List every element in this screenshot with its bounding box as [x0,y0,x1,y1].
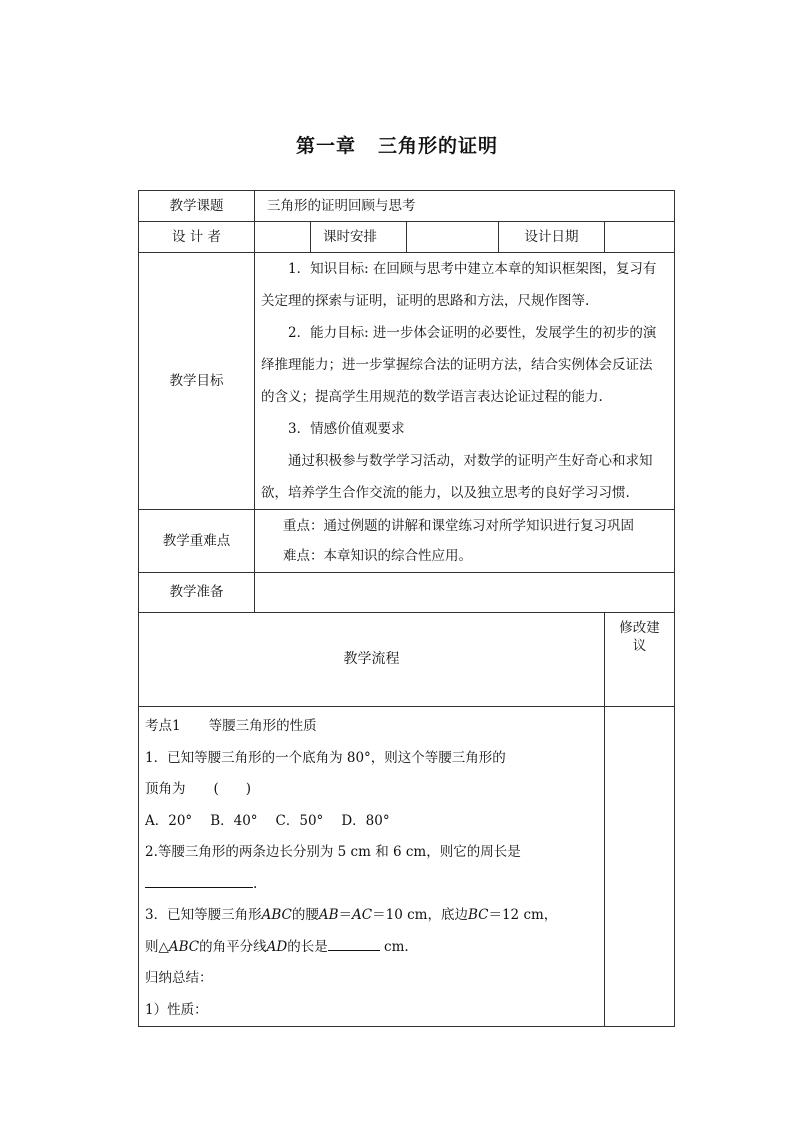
designer-value [255,222,311,253]
flow-header-row [139,613,675,707]
keypoints-label: 教学重难点 [139,510,255,573]
date-value [605,222,675,253]
design-row [139,222,675,253]
q3-side-bc: BC [467,907,489,923]
goal-ability: 2．能力目标: 进一步体会证明的必要性，发展学生的初步的演绎推理能力；进一步掌握综合法的证明方法，结合实例体会反证法的含义；提高学生用规范的数学语言表达论证过程的能力. [261,325,657,405]
goals-label: 教学目标 [139,253,255,510]
option-b: B．40° [210,812,258,829]
kaodian-heading [145,711,596,743]
page-title [0,131,794,158]
q3-side-ac: AC [352,907,373,923]
summary-heading: 归纳总结： [145,970,213,986]
process-content [139,707,605,1027]
date-label: 设计日期 [499,222,605,253]
q3-line2-b: 的角平分线 [199,938,267,955]
revise-header-line1: 修改建 [619,620,660,636]
question-2: 2.等腰三角形的两条边长分别为 5 cm 和 6 cm，则它的周长是 [145,844,521,860]
summary-item-1: 1）性质： [145,1001,208,1018]
difficult-point: 难点：本章知识的综合性应用。 [283,548,472,564]
q3-line2-c: 的长是 [287,938,328,955]
q3-equals: ＝ [338,907,353,923]
keypoints-content [255,510,675,573]
question-1-options [145,806,596,838]
goals-content [255,253,675,510]
question-1-line-2 [145,774,596,806]
topic-label: 教学课题 [139,191,255,222]
kaodian-number: 考点1 [145,718,181,734]
goal-knowledge: 1．知识目标: 在回顾与思考中建立本章的知识框架图，复习有关定理的探索与证明，证明的思路和方法，尺规作图等. [261,261,657,309]
kaodian-title: 等腰三角形的性质 [208,718,317,734]
q3-text-b: 的腰 [291,907,319,923]
keypoints-row [139,510,675,573]
hours-value [407,222,499,253]
question-3-line-1 [145,900,596,932]
option-d: D．80° [341,812,390,829]
prep-row [139,573,675,613]
answer-blank[interactable] [145,873,253,888]
designer-label: 设 计 者 [139,222,255,253]
question-1-line-1: 1．已知等腰三角形的一个底角为 80°，则这个等腰三角形的 [145,749,506,766]
q3-text-d: ＝12 cm， [488,907,558,923]
q3-answer-blank[interactable] [328,936,380,951]
question-3-line-2 [145,932,596,964]
prep-label: 教学准备 [139,573,255,613]
option-c: C．50° [275,812,324,829]
q3-side-ab: AB [318,907,339,923]
process-row [139,707,675,1027]
goal-emotion-text: 通过积极参与数学学习活动，对数学的证明产生好奇心和求知欲，培养学生合作交流的能力，以及独立思考的良好学习习惯. [261,453,653,501]
question-1-stem-end: 顶角为 [145,781,186,797]
goals-row [139,253,675,510]
topic-value: 三角形的证明回顾与思考 [255,191,675,222]
question-2-period: . [253,875,258,892]
chapter-number: 第一章 [295,135,356,157]
hours-label: 课时安排 [311,222,407,253]
prep-value [255,573,675,613]
q3-line2-triangle: ABC [168,938,200,955]
question-2-answer [145,869,596,901]
revise-header-line2: 议 [632,638,647,655]
q3-text-a: 3．已知等腰三角形 [145,907,262,923]
revise-header [605,613,675,707]
option-a: A．20° [145,812,193,829]
key-point: 重点：通过例题的讲解和课堂练习对所学知识进行复习巩固 [283,518,634,534]
q3-bisector-ad: AD [266,938,288,955]
flow-header-label: 教学流程 [139,613,605,707]
question-1-answer-bracket: ( ) [213,781,252,797]
q3-line2-a: 则△ [145,938,169,955]
chapter-name: 三角形的证明 [378,135,499,157]
lesson-plan-table [138,190,675,1027]
q3-unit: cm. [384,938,409,955]
topic-row [139,191,675,222]
q3-text-c: ＝10 cm，底边 [372,907,468,923]
revise-cell[interactable] [605,707,675,1027]
q3-triangle: ABC [261,907,292,923]
goal-emotion-heading: 3．情感价值观要求 [288,421,405,437]
